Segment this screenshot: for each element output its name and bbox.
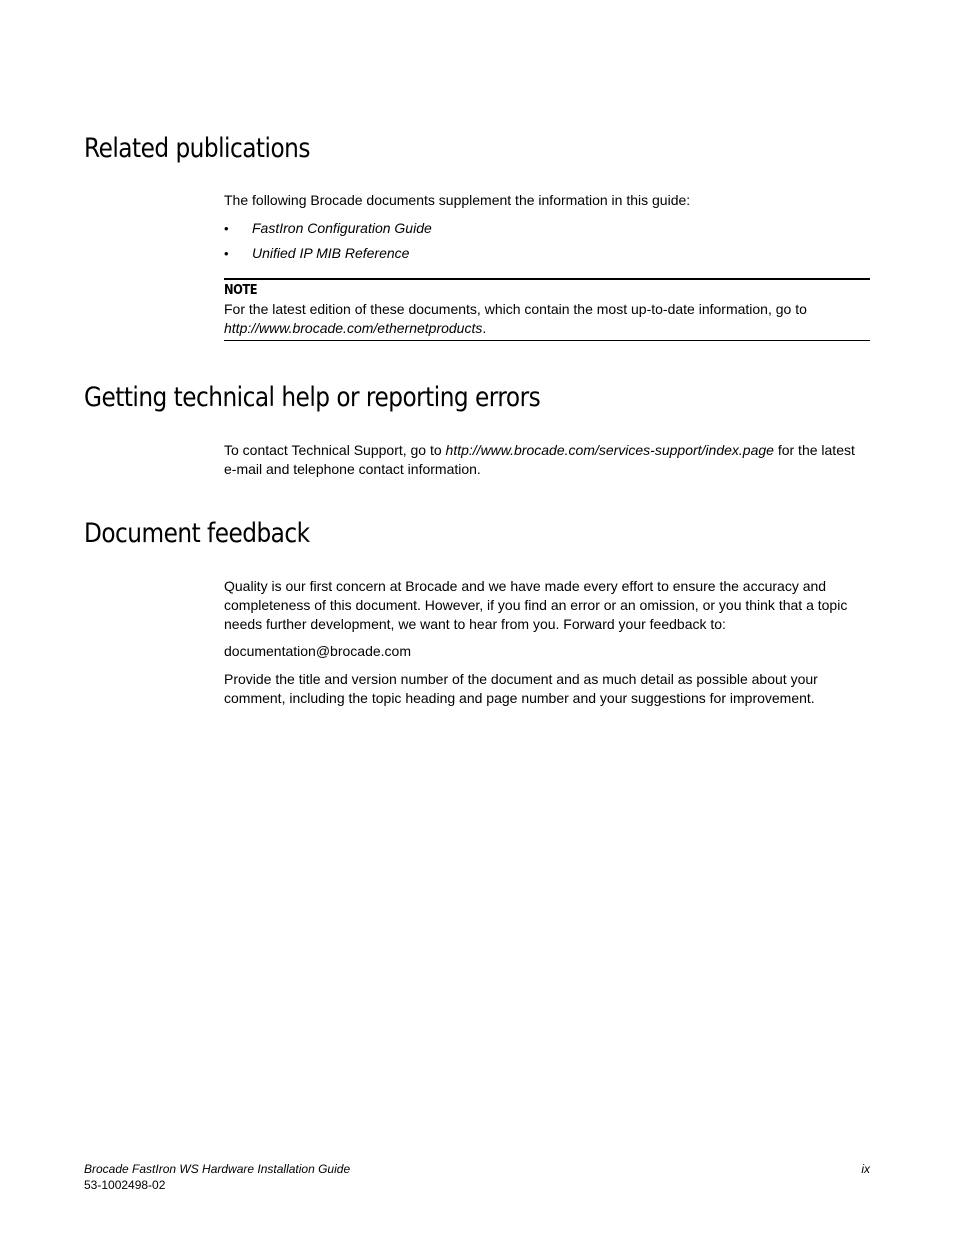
note-text	[224, 300, 870, 338]
feedback-email[interactable]: documentation@brocade.com	[224, 643, 411, 659]
note-label: NOTE	[224, 283, 258, 298]
footer-left	[84, 1161, 350, 1193]
bullet-icon: •	[224, 246, 229, 261]
note-body: For the latest edition of these documents, which contain the most up-to-date information, go to	[224, 301, 807, 317]
bullet-icon: •	[224, 221, 229, 236]
ethernet-products-link[interactable]: http://www.brocade.com/ethernetproducts	[224, 320, 483, 336]
help-text-before: To contact Technical Support, go to	[224, 442, 446, 458]
note-box	[224, 278, 870, 341]
list-item	[224, 219, 432, 238]
technical-help-text	[224, 441, 870, 479]
publication-title: Unified IP MIB Reference	[252, 245, 410, 261]
footer-doc-number: 53-1002498-02	[84, 1178, 166, 1192]
heading-document-feedback: Document feedback	[84, 518, 310, 549]
help-text-after: for the latest e-mail and telephone contact information.	[224, 442, 855, 477]
note-period: .	[482, 320, 487, 336]
related-intro: The following Brocade documents supplement the information in this guide:	[224, 192, 691, 208]
footer-guide-title: Brocade FastIron WS Hardware Installation Guide	[84, 1162, 351, 1176]
list-item	[224, 244, 409, 263]
feedback-paragraph-2: Provide the title and version number of the document and as much detail as possible about your comment, including the topic heading and page number and your suggestions for improvement.	[224, 671, 818, 706]
support-link[interactable]: http://www.brocade.com/services-support/index.page	[445, 442, 774, 458]
heading-technical-help: Getting technical help or reporting errors	[84, 382, 541, 413]
footer-page-number: ix	[861, 1162, 870, 1176]
heading-related-publications: Related publications	[84, 133, 310, 164]
publication-title: FastIron Configuration Guide	[252, 220, 432, 236]
feedback-paragraph-1: Quality is our first concern at Brocade and we have made every effort to ensure the accuracy and completeness of this document. However, if you find an error or an omission, or you think that a topic needs further development, we want to hear from you. Forward your feedback to:	[224, 578, 848, 632]
